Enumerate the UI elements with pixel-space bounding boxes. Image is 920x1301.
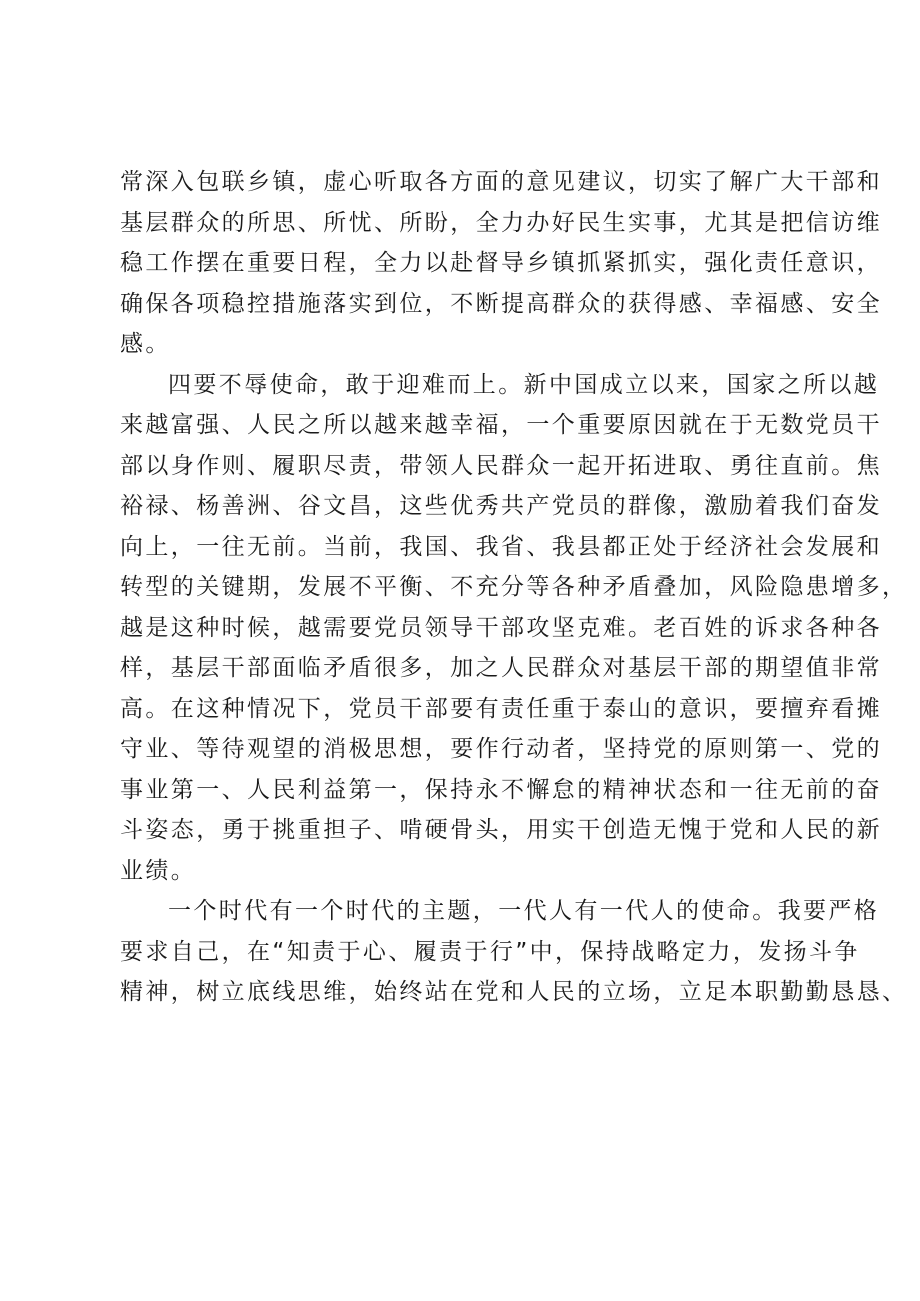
text-line: 常深入包联乡镇，虚心听取各方面的意见建议，切实了解广大干部和 [120, 169, 882, 195]
text-line: 转型的关键期，发展不平衡、不充分等各种矛盾叠加，风险隐患增多， [120, 574, 908, 600]
text-line: 稳工作摆在重要日程，全力以赴督导乡镇抓紧抓实，强化责任意识， [120, 250, 882, 276]
text-line: 要求自己，在“知责于心、履责于行”中，保持战略定力，发扬斗争 [120, 938, 860, 965]
text-line: 越是这种时候，越需要党员领导干部攻坚克难。老百姓的诉求各种各 [120, 614, 882, 641]
text-line: 裕禄、杨善洲、谷文昌，这些优秀共产党员的群像，激励着我们奋发 [120, 493, 882, 519]
text-line: 向上，一往无前。当前，我国、我省、我县都正处于经济社会发展和 [120, 533, 882, 560]
text-line: 守业、等待观望的消极思想，要作行动者，坚持党的原则第一、党的 [120, 736, 882, 762]
text-line: 事业第一、人民利益第一，保持永不懈怠的精神状态和一往无前的奋 [120, 776, 882, 803]
text-line: 确保各项稳控措施落实到位，不断提高群众的获得感、幸福感、安全 [120, 290, 882, 317]
text-line: 斗姿态，勇于挑重担子、啃硬骨头，用实干创造无愧于党和人民的新 [120, 817, 882, 843]
paragraph-start-line: 一个时代有一个时代的主题，一代人有一代人的使命。我要严格 [168, 898, 880, 924]
text-line: 感。 [120, 331, 171, 357]
text-line: 部以身作则、履职尽责，带领人民群众一起开拓进取、勇往直前。焦 [120, 452, 882, 479]
paragraph-start-line: 四要不辱使命，敢于迎难而上。新中国成立以来，国家之所以越 [168, 371, 880, 398]
body-text [120, 162, 908, 1013]
text-line: 来越富强、人民之所以越来越幸福，一个重要原因就在于无数党员干 [120, 412, 882, 438]
text-line: 高。在这种情况下，党员干部要有责任重于泰山的意识，要擅弃看摊 [120, 695, 882, 722]
text-line: 业绩。 [120, 857, 197, 884]
text-line: 精神，树立底线思维，始终站在党和人民的立场，立足本职勤勤恳恳、 [120, 979, 908, 1005]
text-line: 基层群众的所思、所忧、所盼，全力办好民生实事，尤其是把信访维 [120, 209, 882, 236]
text-line: 样，基层干部面临矛盾很多，加之人民群众对基层干部的期望值非常 [120, 655, 882, 681]
